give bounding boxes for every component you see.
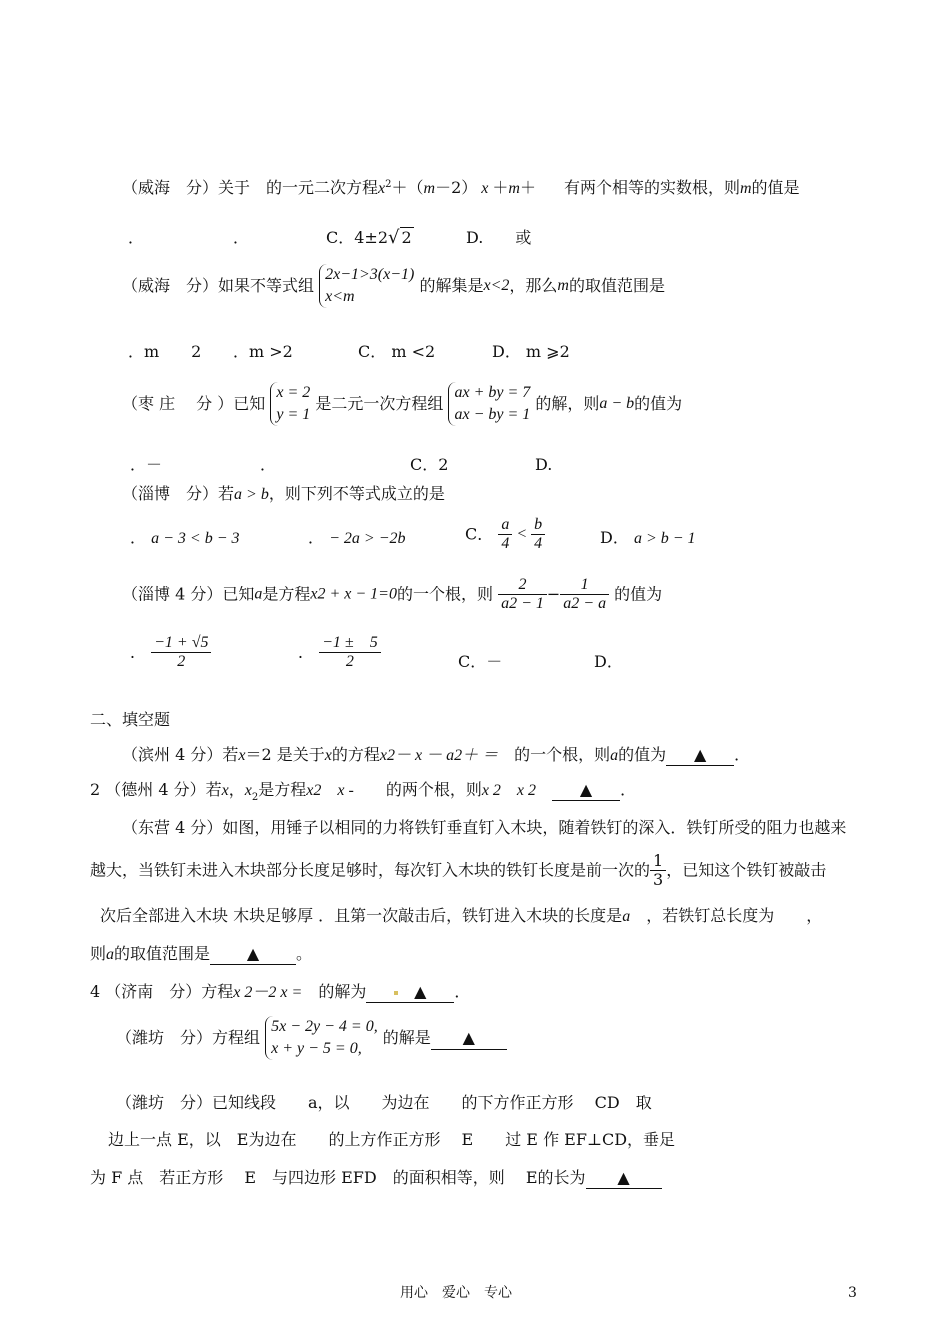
option-c: C．2	[410, 455, 449, 474]
question-4: （淄博 分）若a > b，则下列不等式成立的是	[122, 484, 445, 503]
triangle-icon: ▲	[617, 1168, 630, 1187]
section-heading: 二、填空题	[90, 710, 171, 729]
inequality-system: 2x−1>3(x−1) x<m	[319, 264, 414, 308]
triangle-icon: ▲	[579, 780, 593, 799]
triangle-icon: ▲	[246, 944, 260, 963]
option-a: ．	[128, 228, 145, 247]
option-b: ．	[233, 228, 250, 247]
option-d: D.	[535, 455, 553, 474]
option-a: ． a − 3 < b − 3	[130, 528, 240, 547]
page-number: 3	[848, 1285, 857, 1301]
question-2: （威海 分）如果不等式组 2x−1>3(x−1) x<m 的解集是x<2，那么m的取值范围是	[122, 264, 665, 308]
answer-blank[interactable]	[666, 745, 734, 766]
option-a: ．m 2	[128, 342, 202, 361]
footer-text: 用心 爱心 专心	[400, 1285, 512, 1301]
option-b: ． − 2a > −2b	[308, 528, 406, 547]
q5-options	[130, 634, 850, 684]
option-d: D． a > b − 1	[600, 528, 696, 547]
option-d: D． m ⩾2	[492, 342, 570, 361]
answer-blank[interactable]	[586, 1168, 662, 1189]
option-c: C．－	[458, 652, 503, 671]
answer-blank[interactable]	[210, 944, 296, 965]
highlight-mark	[394, 991, 398, 995]
fill-1: （滨州 4 分）若x＝2 是关于x的方程x2－ x － a2＋ ＝ 的一个根，则a的值为 ▲ ．	[122, 745, 751, 764]
triangle-icon: ▲	[414, 982, 427, 1001]
fill-3-line-3: 次后全部进入木块 木块足够厚 ．且第一次敲击后，铁钉进入木块的长度是a ，若铁钉总长度为 ，	[100, 906, 823, 925]
fill-2: 2 （德州 4 分）若x，$x_2$是方程x2 x - 的两个根，则x 2 x 2 ▲ ．	[90, 780, 637, 803]
option-c: C． $\frac{a}{4}$ < $\frac{b}{4}$	[465, 516, 545, 553]
fill-6-line-3: 为 F 点 若正方形 E 与四边形 EFD 的面积相等，则 E的长为 ▲	[90, 1168, 662, 1189]
q4-options	[130, 516, 850, 564]
option-b: ． $\frac{-1 \pm 5}{2}$	[298, 634, 381, 671]
fill-3-line-2: 越大，当铁钉未进入木块部分长度足够时，每次钉入木块的铁钉长度是前一次的 $\frac{1}{3}$ ，已知这个铁钉被敲击	[90, 851, 827, 889]
fill-6-line-1: （潍坊 分）已知线段 a，以 为边在 的下方作正方形 CD 取	[116, 1093, 652, 1112]
fill-6-line-2: 边上一点 E，以 E为边在 的上方作正方形 E 过 E 作 EF⊥CD，垂足	[108, 1130, 676, 1149]
fill-3-line-1: （东营 4 分）如图，用锤子以相同的力将铁钉垂直钉入木块，随着铁钉的深入．铁钉所受的阻力也越来	[122, 818, 847, 837]
equation-system: 5x − 2y − 4 = 0, x + y − 5 = 0,	[265, 1016, 378, 1060]
option-a: ． $\frac{-1 + √5}{2}$	[130, 634, 211, 671]
equation-system: ax + by = 7 ax − by = 1	[448, 382, 530, 426]
answer-blank[interactable]	[366, 982, 454, 1003]
fill-4: 4 （济南 分）方程x 2－2 x = 的解为 ▲ ．	[90, 982, 471, 1001]
fill-5: （潍坊 分）方程组 5x − 2y − 4 = 0, x + y − 5 = 0, 的解是 ▲	[116, 1016, 507, 1060]
question-3: （枣 庄 分 ）已知 x = 2 y = 1 是二元一次方程组 ax + by = 7 ax − by = 1 的解，则a − b的值为	[122, 382, 682, 426]
option-b: ．m >2	[233, 342, 293, 361]
option-d: D．	[594, 652, 623, 671]
option-d: D. 或	[466, 228, 532, 247]
fill-3-line-4: 则a的取值范围是 ▲ 。	[90, 944, 313, 963]
option-c: C． m <2	[358, 342, 436, 361]
answer-blank[interactable]	[552, 780, 620, 801]
triangle-icon: ▲	[462, 1027, 475, 1047]
triangle-icon: ▲	[693, 745, 707, 764]
question-5: （淄博 4 分）已知a是方程x2 + x − 1=0的一个根，则 $\frac{2}{a2 - 1}$ − $\frac{1}{a2 - a}$ 的值为	[122, 576, 663, 612]
answer-blank[interactable]	[431, 1027, 507, 1050]
solution-system: x = 2 y = 1	[270, 382, 310, 426]
option-b: ．	[260, 455, 277, 474]
option-c: C．4±2√ 2	[326, 227, 412, 248]
option-a: ．－	[130, 455, 163, 474]
question-1: （威海 分）关于 的一元二次方程$x^2+(m-2)$ x ＋m＋ 有两个相等的实数根，则m的值是	[122, 178, 800, 197]
